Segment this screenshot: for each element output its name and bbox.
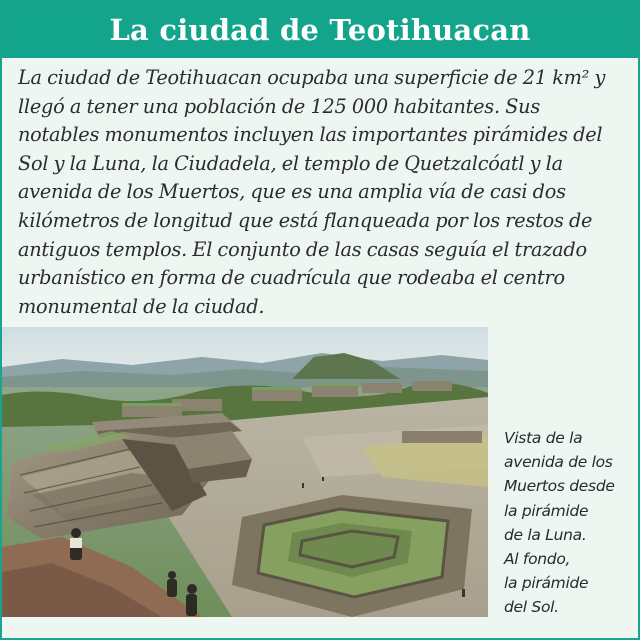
caption-line: del Sol.: [504, 598, 559, 617]
caption-line: la pirámide: [504, 574, 589, 593]
caption-line: Muertos desde: [504, 477, 615, 496]
caption-line: avenida de los: [504, 453, 613, 472]
caption-line: la pirámide: [504, 501, 589, 520]
caption-line: Vista de la: [504, 429, 583, 447]
caption-line: Al fondo,: [504, 550, 571, 569]
body-paragraph: La ciudad de Teotihuacan ocupaba una superficie de 21 km² y llegó a tener una población de 125 000 habitantes. Sus notables monumentos incluyen las importantes pirámides del Sol y la Luna, la Ciudadela, el templo de Quetzalcóatl y la avenida de los Muertos, que es una amplia vía de casi dos kilómetros de longitud que está flanqueada por los restos de antiguos templos. El conjunto de las casas seguía el trazado urbanístico en forma de cuadrícula que rodeaba el centro monumental de la ciudad.: [18, 66, 606, 318]
photo-caption: [504, 426, 636, 620]
teotihuacan-photo: [2, 327, 488, 617]
title-bar: [2, 2, 638, 58]
page-title: La ciudad de Teotihuacan: [109, 13, 531, 47]
caption-line: de la Luna.: [504, 525, 587, 544]
